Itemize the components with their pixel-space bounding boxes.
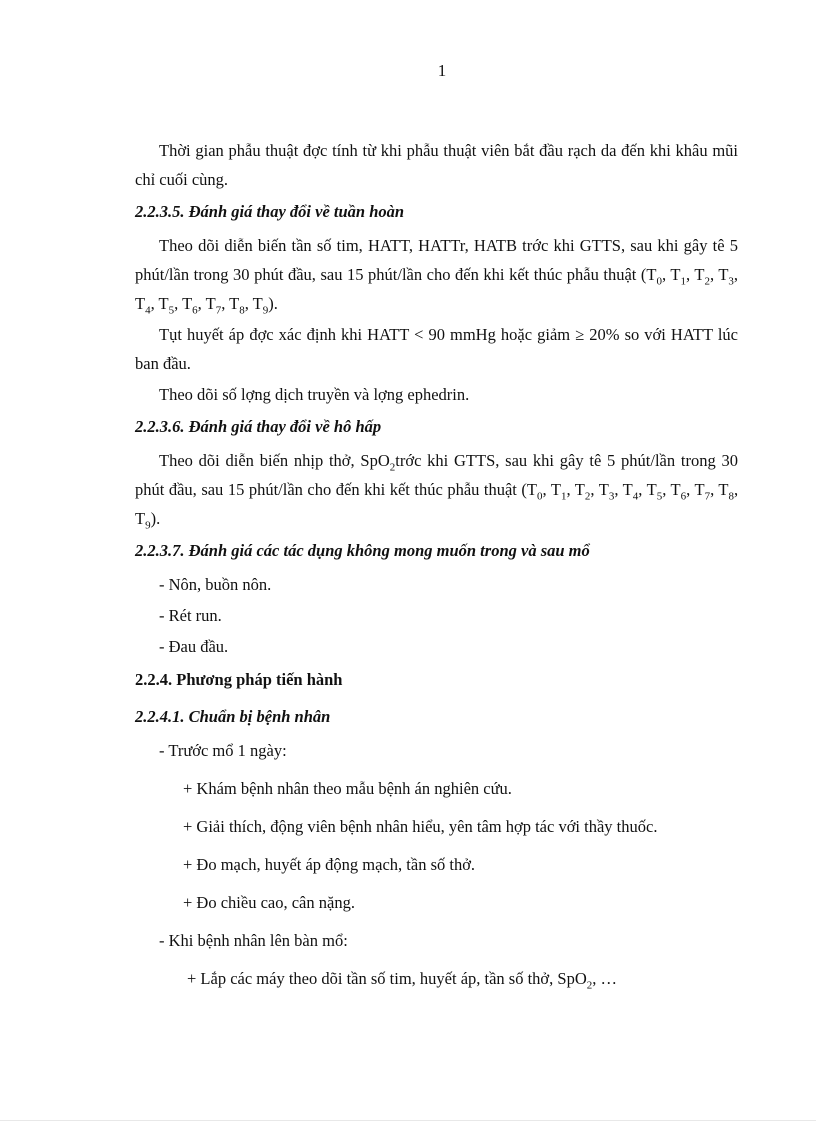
heading-2235: 2.2.3.5. Đánh giá thay đổi về tuần hoàn [135, 202, 405, 221]
list-item-explain: + Giải thích, động viên bệnh nhân hiểu, yên tâm hợp tác với thầy thuốc. [183, 817, 658, 836]
paragraph-fluids: Theo dõi số lợng dịch truyền và lợng ephedrin. [159, 385, 470, 404]
list-item-headache: - Đau đầu. [159, 637, 229, 656]
list-item-measure-vitals: + Đo mạch, huyết áp động mạch, tần số thở. [183, 855, 476, 874]
page-bottom-edge [0, 1120, 816, 1121]
list-item-attach-monitors: + Lắp các máy theo dõi tần số tim, huyết áp, tần số thở, SpO$_2$, … [187, 969, 617, 992]
list-item-measure-height: + Đo chiều cao, cân nặng. [183, 893, 355, 912]
list-item-day-before: - Trước mổ 1 ngày: [159, 741, 287, 760]
list-item-shivering: - Rét run. [159, 606, 222, 625]
list-item-on-table: - Khi bệnh nhân lên bàn mổ: [159, 931, 348, 950]
document-body [135, 136, 738, 1002]
paragraph-hypotension: Tụt huyết áp đợc xác định khi HATT < 90 mmHg hoặc giảm ≥ 20% so với HATT lúc ban đầu. [135, 325, 738, 373]
heading-2241: 2.2.4.1. Chuẩn bị bệnh nhân [135, 707, 331, 726]
paragraph-circulation-monitoring: Theo dõi diễn biến tần số tim, HATT, HATTr, HATB trớc khi GTTS, sau khi gây tê 5 phút/lần trong 30 phút đầu, sau 15 phút/lần cho đến khi kết thúc phẫu thuật ($T_0$, $T_1$, $T_2$, $T_3$, $T_4$, $T_5$, $T_6$, $T_7$, $T_8$, $T_9$). [135, 236, 739, 317]
heading-2236: 2.2.3.6. Đánh giá thay đổi về hô hấp [135, 417, 382, 436]
list-item-nausea: - Nôn, buồn nôn. [159, 575, 272, 594]
paragraph-respiration-monitoring: Theo dõi diễn biến nhịp thở, SpO$_2$trớc khi GTTS, sau khi gây tê 5 phút/lần trong 30 phút đầu, sau 15 phút/lần cho đến khi kết thúc phẫu thuật ($T_0$, $T_1$, $T_2$, $T_3$, $T_4$, $T_5$, $T_6$, $T_7$, $T_8$, $T_9$). [135, 451, 739, 532]
page-number: 1 [437, 61, 447, 80]
list-item-examine: + Khám bệnh nhân theo mẫu bệnh án nghiên cứu. [183, 779, 512, 798]
paragraph-surgery-time: Thời gian phẫu thuật đợc tính từ khi phẫu thuật viên bắt đầu rạch da đến khi khâu mũi chỉ cuối cùng. [135, 141, 738, 189]
heading-2237: 2.2.3.7. Đánh giá các tác dụng không mong muốn trong và sau mổ [135, 541, 590, 560]
heading-224: 2.2.4. Phương pháp tiến hành [135, 670, 343, 689]
